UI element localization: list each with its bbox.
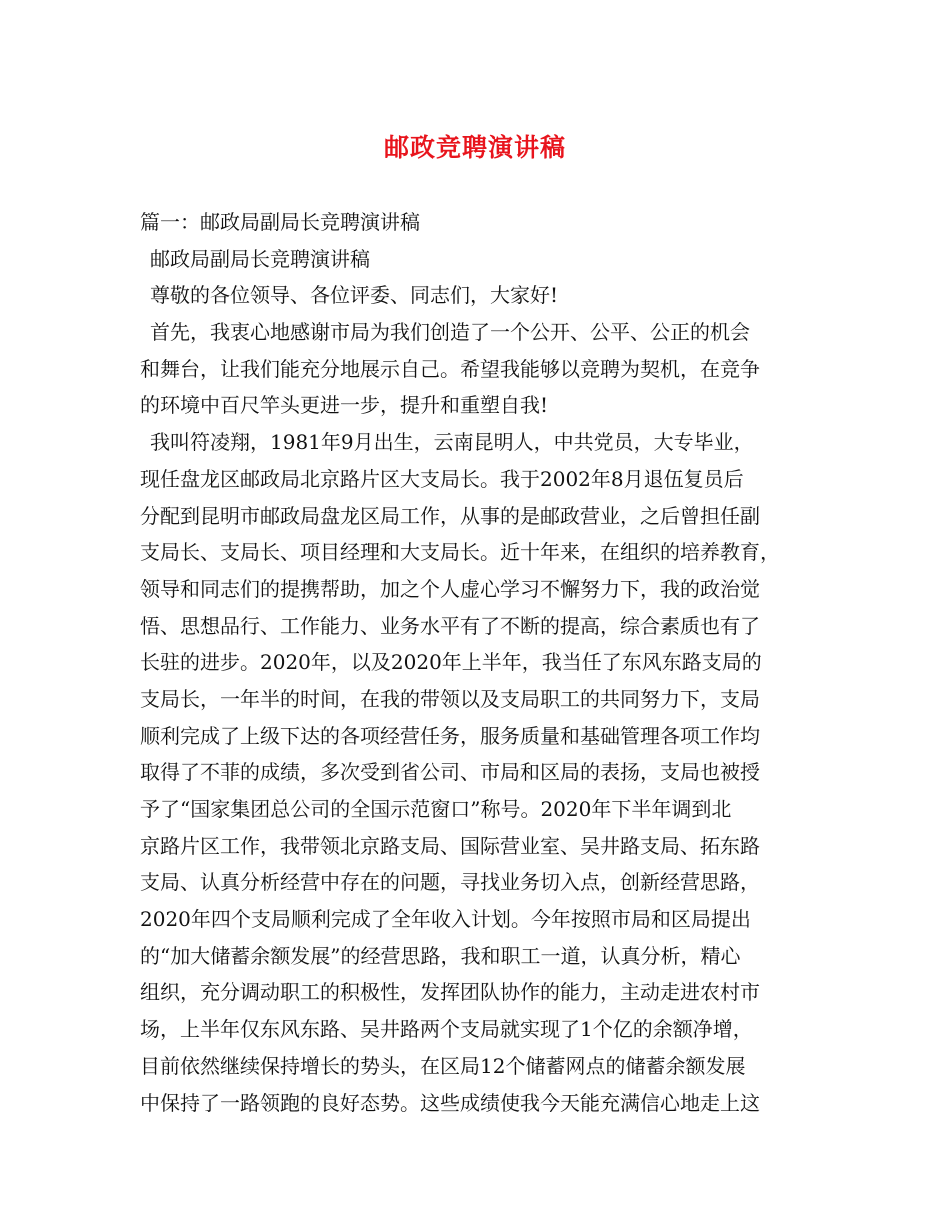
text-line: 支局长，一年半的时间，在我的带领以及支局职工的共同努力下，支局	[140, 686, 760, 711]
text-line: 长驻的进步。2020年，以及2020年上半年，我当任了东风东路支局的	[140, 650, 762, 675]
text-line: 支局长、支局长、项目经理和大支局长。近十年来，在组织的培养教育，	[140, 540, 780, 565]
text-line: 领导和同志们的提携帮助，加之个人虚心学习不懈努力下，我的政治觉	[140, 576, 760, 601]
text-line: 篇一：邮政局副局长竞聘演讲稿	[140, 210, 420, 234]
text-line: 首先，我衷心地感谢市局为我们创造了一个公开、公平、公正的机会	[150, 320, 750, 345]
text-line: 现任盘龙区邮政局北京路片区大支局长。我于2002年8月退伍复员后	[140, 466, 744, 491]
text-line: 目前依然继续保持增长的势头，在区局12个储蓄网点的储蓄余额发展	[140, 1053, 746, 1078]
text-line: 支局、认真分析经营中存在的问题，寻找业务切入点，创新经营思路，	[140, 870, 760, 895]
text-line: 取得了不菲的成绩，多次受到省公司、市局和区局的表扬，支局也被授	[140, 760, 760, 785]
document-body	[140, 204, 820, 1121]
text-line: 组织，充分调动职工的积极性，发挥团队协作的能力，主动走进农村市	[140, 980, 760, 1005]
text-line: 和舞台，让我们能充分地展示自己。希望我能够以竞聘为契机，在竞争	[140, 356, 760, 381]
text-line: 的环境中百尺竿头更进一步，提升和重塑自我!	[140, 393, 549, 418]
text-line: 分配到昆明市邮政局盘龙区局工作，从事的是邮政营业，之后曾担任副	[140, 503, 760, 528]
text-line: 中保持了一路领跑的良好态势。这些成绩使我今天能充满信心地走上这	[140, 1090, 760, 1115]
text-line: 尊敬的各位领导、各位评委、同志们，大家好!	[150, 283, 559, 308]
text-line: 的“加大储蓄余额发展”的经营思路，我和职工一道，认真分析，精心	[140, 943, 741, 968]
text-line: 京路片区工作，我带领北京路支局、国际营业室、吴井路支局、拓东路	[140, 833, 760, 858]
text-line: 2020年四个支局顺利完成了全年收入计划。今年按照市局和区局提出	[140, 907, 751, 932]
text-line: 顺利完成了上级下达的各项经营任务，服务质量和基础管理各项工作均	[140, 723, 760, 748]
text-line: 邮政局副局长竞聘演讲稿	[150, 246, 370, 271]
text-line: 予了“国家集团总公司的全国示范窗口”称号。2020年下半年调到北	[140, 797, 732, 821]
document-title: 邮政竞聘演讲稿	[383, 133, 566, 162]
text-line: 场，上半年仅东风东路、吴井路两个支局就实现了1个亿的余额净增，	[140, 1017, 753, 1042]
text-line: 我叫符凌翔，1981年9月出生，云南昆明人，中共党员，大专毕业，	[150, 430, 754, 455]
text-line: 悟、思想品行、工作能力、业务水平有了不断的提高，综合素质也有了	[140, 613, 760, 638]
